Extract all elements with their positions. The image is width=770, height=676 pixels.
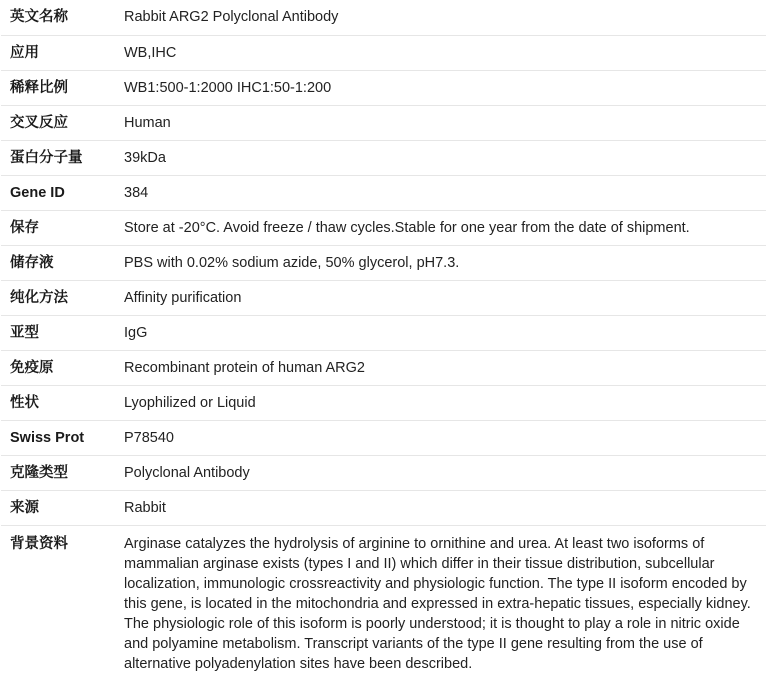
spec-label: 亚型 — [1, 315, 114, 350]
spec-row-application — [1, 35, 766, 70]
spec-label: 背景资料 — [10, 535, 68, 552]
spec-row-host — [1, 490, 766, 525]
spec-row-form — [1, 385, 766, 420]
spec-row-dilution — [1, 70, 766, 105]
spec-label: 储存液 — [1, 245, 114, 280]
spec-label: Gene ID — [1, 175, 114, 210]
spec-value: Human — [114, 105, 766, 140]
spec-row-swiss-prot — [1, 420, 766, 455]
spec-value: Rabbit ARG2 Polyclonal Antibody — [114, 0, 766, 35]
spec-value: Store at -20°C. Avoid freeze / thaw cycles.Stable for one year from the date of shipment. — [114, 210, 766, 245]
spec-value: Rabbit — [114, 490, 766, 525]
spec-label: 免疫原 — [1, 350, 114, 385]
spec-label: 来源 — [1, 490, 114, 525]
spec-value: Polyclonal Antibody — [114, 455, 766, 490]
spec-row-cross-reactivity — [1, 105, 766, 140]
spec-value: Recombinant protein of human ARG2 — [114, 350, 766, 385]
spec-value: P78540 — [114, 420, 766, 455]
spec-row-isotype — [1, 315, 766, 350]
spec-row-purification — [1, 280, 766, 315]
spec-label: 纯化方法 — [1, 280, 114, 315]
spec-label: 交叉反应 — [1, 105, 114, 140]
spec-value: 384 — [114, 175, 766, 210]
spec-value: WB1:500-1:2000 IHC1:50-1:200 — [114, 70, 766, 105]
spec-row-gene-id — [1, 175, 766, 210]
spec-value: Affinity purification — [114, 280, 766, 315]
spec-row-immunogen — [1, 350, 766, 385]
spec-label: 性状 — [1, 385, 114, 420]
spec-value-background: Arginase catalyzes the hydrolysis of arginine to ornithine and urea. At least two isoforms of mammalian arginase exists (types I and II) which differ in their tissue distribution, subcellular localization, immunologic crossreactivity and physiologic function. The type II isoform encoded by this gene, is located in the mitochondria and expressed in extra-hepatic tissues, especially kidney. The physiologic role of this isoform is poorly understood; it is thought to play a role in nitric oxide and polyamine metabolism. Transcript variants of the type II gene resulting from the use of alternative polyadenylation sites have been described. — [124, 535, 751, 672]
spec-row-storage — [1, 210, 766, 245]
spec-row-background — [1, 525, 766, 676]
spec-value: PBS with 0.02% sodium azide, 50% glycerol, pH7.3. — [114, 245, 766, 280]
spec-label: 稀释比例 — [1, 70, 114, 105]
spec-label: Swiss Prot — [1, 420, 114, 455]
spec-value: Lyophilized or Liquid — [114, 385, 766, 420]
spec-row-buffer — [1, 245, 766, 280]
spec-value: IgG — [114, 315, 766, 350]
spec-value: WB,IHC — [114, 35, 766, 70]
spec-row-english-name — [1, 0, 766, 35]
product-spec-table — [1, 0, 766, 676]
spec-row-clonality — [1, 455, 766, 490]
spec-row-molecular-weight — [1, 140, 766, 175]
spec-label: 保存 — [1, 210, 114, 245]
spec-label: 应用 — [1, 35, 114, 70]
spec-value: 39kDa — [114, 140, 766, 175]
spec-label: 克隆类型 — [1, 455, 114, 490]
spec-label: 蛋白分子量 — [1, 140, 114, 175]
spec-label: 英文名称 — [1, 0, 114, 35]
